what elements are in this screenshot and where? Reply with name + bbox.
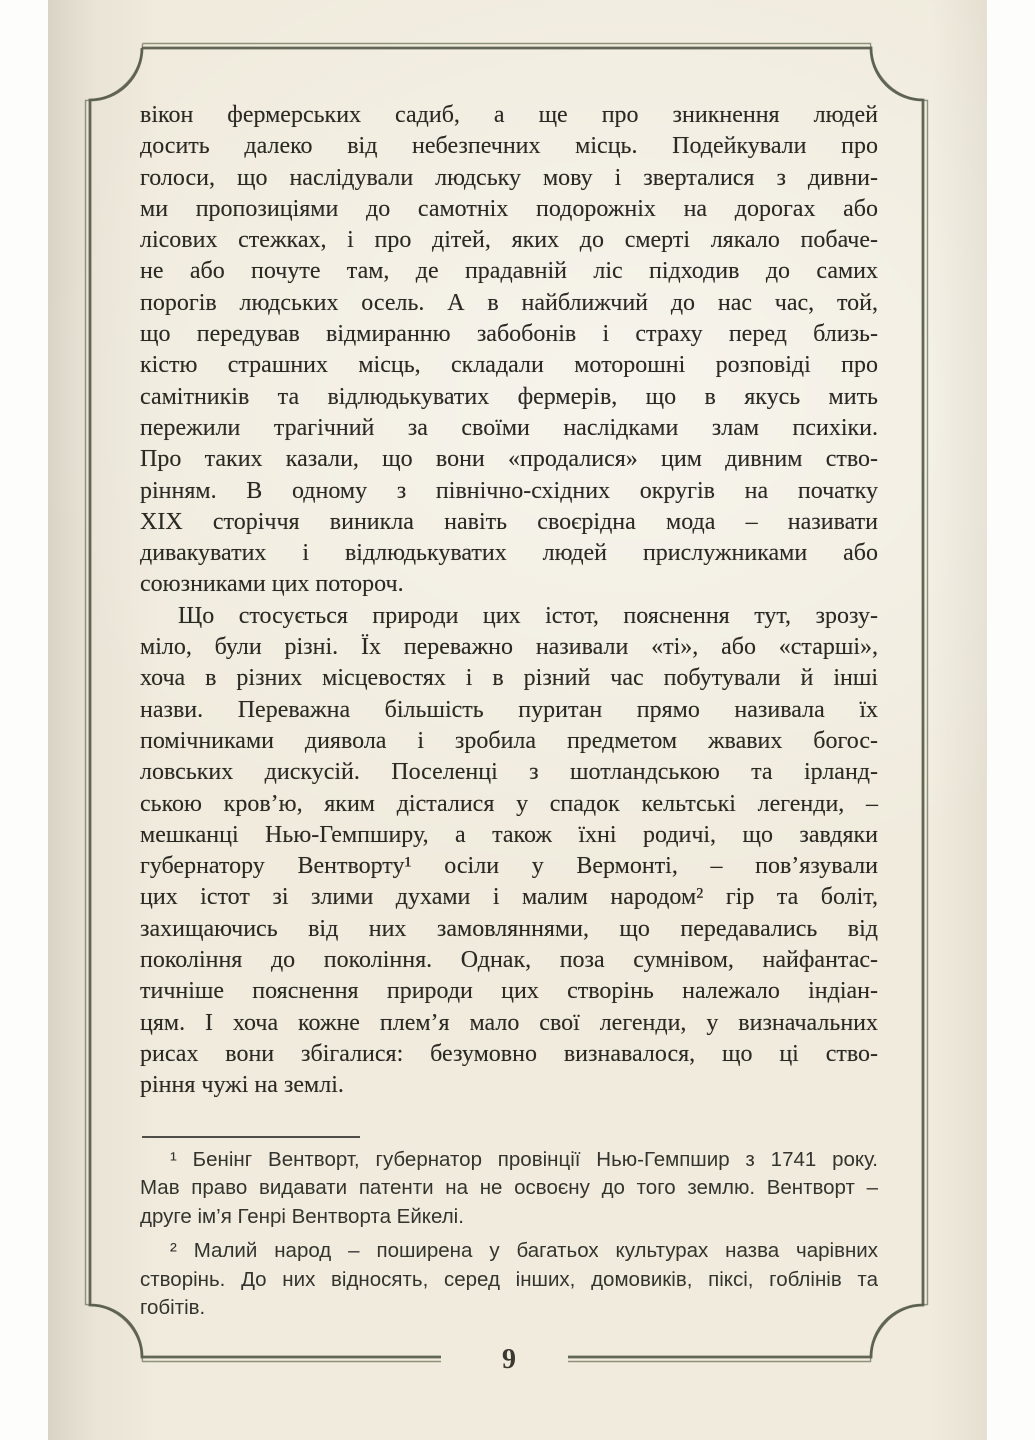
- text-line: досить далеко від небезпечних місць. Подейкували про: [140, 133, 878, 160]
- text-line: Що стосується природи цих істот, пояснення тут, зрозу-: [178, 602, 878, 629]
- page-number: 9: [502, 1344, 516, 1375]
- text-line: пережили трагічний за своїми наслідками злам психіки.: [140, 414, 878, 441]
- text-line: XIX сторіччя виникла навіть своєрідна мода – називати: [140, 508, 878, 535]
- text-line: захищаючись від них замовляннями, що передавались від: [140, 915, 878, 942]
- paragraph-continuation: [140, 100, 878, 601]
- text-line: голоси, що наслідували людську мову і зверталися з дивни-: [140, 164, 878, 191]
- text-line: цих істот зі злими духами і малим народом² гір та боліт,: [140, 884, 878, 911]
- footnote-line: ¹ Бенінг Вентворт, губернатор провінції Нью-Гемпшир з 1741 року.: [170, 1148, 878, 1171]
- text-line: покоління до покоління. Однак, поза сумнівом, найфантас-: [140, 947, 878, 974]
- footnote-line: ² Малий народ – поширена у багатьох культурах назва чарівних: [170, 1239, 878, 1263]
- paragraph: [140, 601, 878, 1102]
- footnotes-block: [140, 1146, 878, 1322]
- footnote-separator: [142, 1136, 360, 1138]
- text-line: порогів людських осель. А в найближчий до нас час, той,: [140, 289, 878, 316]
- text-line: кістю страшних місць, складали моторошні розповіді про: [140, 352, 878, 379]
- text-line: тичніше пояснення природи цих створінь належало індіан-: [140, 978, 878, 1005]
- footnote-line: друге ім’я Генрі Вентворта Ейкелі.: [140, 1204, 464, 1228]
- text-line: рінням. В одному з північно-східних округів на початку: [140, 477, 878, 504]
- footnote-line: Мав право видавати патенти на не освоєну до того землю. Вентворт –: [140, 1176, 878, 1200]
- text-line: самітників та відлюдькуватих фермерів, що в якусь мить: [140, 383, 878, 410]
- text-line: не або почуте там, де прадавній ліс підходив до самих: [140, 258, 878, 285]
- text-line: хоча в різних місцевостях і в різний час побутували й інші: [140, 665, 878, 692]
- text-line: ською кров’ю, яким дісталися у спадок кельтські легенди, –: [140, 790, 878, 817]
- text-line: ріння чужі на землі.: [140, 1072, 344, 1099]
- text-line: що передував відмиранню забобонів і страху перед близь-: [140, 321, 878, 348]
- footnote-1: [140, 1146, 878, 1231]
- footnote-line: гобітів.: [140, 1296, 206, 1320]
- footnote-line: створінь. До них відносять, серед інших, домовиків, піксі, гоблінів та: [140, 1267, 878, 1291]
- text-line: мешканці Нью-Гемпширу, а також їхні родичі, що завдяки: [140, 821, 878, 848]
- text-line: цям. І хоча кожне плем’я мало свої легенди, у визначальних: [140, 1009, 878, 1036]
- text-line: губернатору Вентворту¹ осіли у Вермонті, – пов’язували: [140, 853, 878, 880]
- text-line: Про таких казали, що вони «продалися» цим дивним ство-: [140, 446, 878, 473]
- text-line: ловських дискусій. Поселенці з шотландською та ірланд-: [140, 759, 878, 786]
- text-line: вікон фермерських садиб, а ще про зникнення людей: [140, 102, 878, 128]
- text-line: міло, були різні. Їх переважно називали «ті», або «старші»,: [140, 634, 878, 661]
- text-line: союзниками цих потороч.: [140, 571, 404, 598]
- footnote-2: [140, 1237, 878, 1322]
- main-text-block: [140, 100, 878, 1102]
- text-line: ми пропозиціями до самотніх подорожніх на дорогах або: [140, 195, 878, 222]
- text-line: назви. Переважна більшість пуритан прямо називала їх: [140, 696, 878, 723]
- text-line: помічниками диявола і зробила предметом жвавих богос-: [140, 727, 878, 754]
- text-line: рисах вони збігалися: безумовно визнавалося, що ці ство-: [140, 1040, 878, 1067]
- text-line: лісових стежках, і про дітей, яких до смерті лякало побаче-: [140, 227, 878, 254]
- text-line: дивакуватих і відлюдькуватих людей прислужниками або: [140, 540, 878, 567]
